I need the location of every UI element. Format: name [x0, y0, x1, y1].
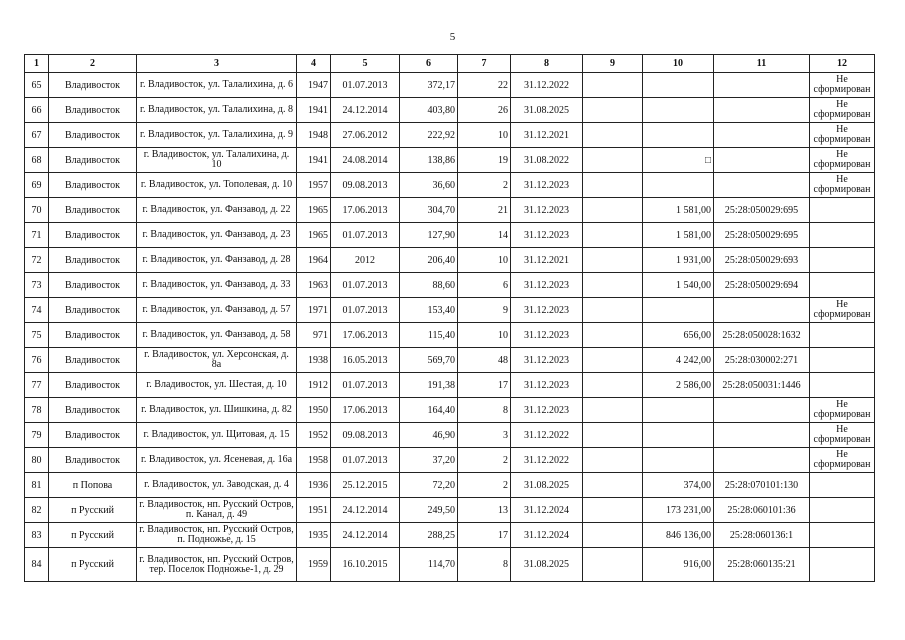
deadline-cell: 31.12.2023: [511, 173, 583, 198]
year-built-cell: 1912: [297, 373, 331, 398]
status-cell: [810, 198, 875, 223]
area-cell: 127,90: [400, 223, 458, 248]
row-number-cell: 83: [25, 523, 49, 548]
column-header: 3: [137, 55, 297, 73]
table-row: [25, 398, 875, 423]
settlement-cell: Владивосток: [49, 323, 137, 348]
table-row: [25, 373, 875, 398]
settlement-cell: Владивосток: [49, 298, 137, 323]
cadastral-number-cell: [714, 98, 810, 123]
address-cell: г. Владивосток, нп. Русский Остров, тер. Поселок Подножье-1, д. 29: [137, 548, 297, 582]
year-built-cell: 1964: [297, 248, 331, 273]
area-cell: 222,92: [400, 123, 458, 148]
year-built-cell: 1957: [297, 173, 331, 198]
row-number-cell: 72: [25, 248, 49, 273]
area-cell: 249,50: [400, 498, 458, 523]
table-row: [25, 148, 875, 173]
status-cell: Не сформирован: [810, 423, 875, 448]
settlement-cell: Владивосток: [49, 98, 137, 123]
settlement-cell: Владивосток: [49, 423, 137, 448]
column-header: 2: [49, 55, 137, 73]
cadastral-value-cell: [643, 123, 714, 148]
header-row: [25, 55, 875, 73]
area-cell: 304,70: [400, 198, 458, 223]
row-number-cell: 67: [25, 123, 49, 148]
column-header: 7: [458, 55, 511, 73]
table-row: [25, 173, 875, 198]
year-built-cell: 1936: [297, 473, 331, 498]
row-number-cell: 68: [25, 148, 49, 173]
address-cell: г. Владивосток, нп. Русский Остров, п. Канал, д. 49: [137, 498, 297, 523]
cadastral-number-cell: [714, 298, 810, 323]
residents-cell: 2: [458, 448, 511, 473]
cadastral-value-cell: [643, 448, 714, 473]
residents-cell: 3: [458, 423, 511, 448]
status-cell: Не сформирован: [810, 123, 875, 148]
address-cell: г. Владивосток, ул. Тополевая, д. 10: [137, 173, 297, 198]
col-9-cell: [583, 323, 643, 348]
table-header: [25, 55, 875, 73]
year-built-cell: 1951: [297, 498, 331, 523]
date-cell: 17.06.2013: [331, 198, 400, 223]
status-cell: [810, 373, 875, 398]
year-built-cell: 1958: [297, 448, 331, 473]
settlement-cell: п Русский: [49, 523, 137, 548]
status-cell: Не сформирован: [810, 298, 875, 323]
year-built-cell: 1948: [297, 123, 331, 148]
cadastral-value-cell: 1 581,00: [643, 198, 714, 223]
cadastral-value-cell: 846 136,00: [643, 523, 714, 548]
cadastral-number-cell: 25:28:050028:1632: [714, 323, 810, 348]
status-cell: Не сформирован: [810, 98, 875, 123]
area-cell: 206,40: [400, 248, 458, 273]
residents-cell: 2: [458, 473, 511, 498]
cadastral-number-cell: 25:28:070101:130: [714, 473, 810, 498]
status-cell: [810, 223, 875, 248]
column-header: 1: [25, 55, 49, 73]
table-row: [25, 523, 875, 548]
deadline-cell: 31.12.2024: [511, 523, 583, 548]
date-cell: 01.07.2013: [331, 73, 400, 98]
year-built-cell: 1965: [297, 198, 331, 223]
year-built-cell: 1965: [297, 223, 331, 248]
status-cell: [810, 523, 875, 548]
table-row: [25, 498, 875, 523]
deadline-cell: 31.12.2023: [511, 373, 583, 398]
address-cell: г. Владивосток, ул. Талалихина, д. 10: [137, 148, 297, 173]
address-cell: г. Владивосток, ул. Шестая, д. 10: [137, 373, 297, 398]
table-row: [25, 273, 875, 298]
col-9-cell: [583, 123, 643, 148]
cadastral-value-cell: 656,00: [643, 323, 714, 348]
status-cell: Не сформирован: [810, 73, 875, 98]
deadline-cell: 31.12.2023: [511, 273, 583, 298]
address-cell: г. Владивосток, ул. Фанзавод, д. 58: [137, 323, 297, 348]
col-9-cell: [583, 248, 643, 273]
address-cell: г. Владивосток, ул. Фанзавод, д. 22: [137, 198, 297, 223]
col-9-cell: [583, 523, 643, 548]
settlement-cell: Владивосток: [49, 248, 137, 273]
deadline-cell: 31.12.2023: [511, 198, 583, 223]
date-cell: 09.08.2013: [331, 423, 400, 448]
settlement-cell: Владивосток: [49, 73, 137, 98]
address-cell: г. Владивосток, ул. Фанзавод, д. 33: [137, 273, 297, 298]
address-cell: г. Владивосток, ул. Щитовая, д. 15: [137, 423, 297, 448]
year-built-cell: 1935: [297, 523, 331, 548]
address-cell: г. Владивосток, ул. Талалихина, д. 8: [137, 98, 297, 123]
status-cell: [810, 498, 875, 523]
address-cell: г. Владивосток, ул. Шишкина, д. 82: [137, 398, 297, 423]
cadastral-number-cell: 25:28:050029:695: [714, 223, 810, 248]
residents-cell: 10: [458, 323, 511, 348]
date-cell: 17.06.2013: [331, 398, 400, 423]
row-number-cell: 71: [25, 223, 49, 248]
cadastral-number-cell: [714, 398, 810, 423]
date-cell: 27.06.2012: [331, 123, 400, 148]
deadline-cell: 31.12.2021: [511, 123, 583, 148]
settlement-cell: п Русский: [49, 498, 137, 523]
column-header: 6: [400, 55, 458, 73]
col-9-cell: [583, 273, 643, 298]
cadastral-value-cell: [643, 398, 714, 423]
cadastral-value-cell: 4 242,00: [643, 348, 714, 373]
deadline-cell: 31.12.2021: [511, 248, 583, 273]
date-cell: 24.12.2014: [331, 523, 400, 548]
table-row: [25, 548, 875, 582]
date-cell: 01.07.2013: [331, 298, 400, 323]
row-number-cell: 66: [25, 98, 49, 123]
settlement-cell: Владивосток: [49, 273, 137, 298]
area-cell: 88,60: [400, 273, 458, 298]
date-cell: 24.08.2014: [331, 148, 400, 173]
year-built-cell: 971: [297, 323, 331, 348]
col-9-cell: [583, 348, 643, 373]
residents-cell: 6: [458, 273, 511, 298]
status-cell: [810, 548, 875, 582]
column-header: 4: [297, 55, 331, 73]
col-9-cell: [583, 298, 643, 323]
area-cell: 46,90: [400, 423, 458, 448]
cadastral-number-cell: 25:28:060135:21: [714, 548, 810, 582]
address-cell: г. Владивосток, ул. Фанзавод, д. 28: [137, 248, 297, 273]
area-cell: 191,38: [400, 373, 458, 398]
column-header: 11: [714, 55, 810, 73]
address-cell: г. Владивосток, ул. Талалихина, д. 9: [137, 123, 297, 148]
housing-registry-table: [24, 54, 875, 582]
col-9-cell: [583, 473, 643, 498]
deadline-cell: 31.12.2023: [511, 348, 583, 373]
column-header: 9: [583, 55, 643, 73]
row-number-cell: 81: [25, 473, 49, 498]
settlement-cell: п Русский: [49, 548, 137, 582]
residents-cell: 13: [458, 498, 511, 523]
deadline-cell: 31.08.2022: [511, 148, 583, 173]
col-9-cell: [583, 498, 643, 523]
settlement-cell: Владивосток: [49, 373, 137, 398]
cadastral-number-cell: [714, 173, 810, 198]
address-cell: г. Владивосток, ул. Талалихина, д. 6: [137, 73, 297, 98]
cadastral-number-cell: 25:28:060136:1: [714, 523, 810, 548]
residents-cell: 8: [458, 548, 511, 582]
col-9-cell: [583, 148, 643, 173]
col-9-cell: [583, 198, 643, 223]
table-row: [25, 123, 875, 148]
table-row: [25, 198, 875, 223]
status-cell: [810, 323, 875, 348]
settlement-cell: Владивосток: [49, 398, 137, 423]
settlement-cell: Владивосток: [49, 198, 137, 223]
cadastral-number-cell: 25:28:030002:271: [714, 348, 810, 373]
residents-cell: 10: [458, 123, 511, 148]
col-9-cell: [583, 98, 643, 123]
status-cell: Не сформирован: [810, 173, 875, 198]
settlement-cell: Владивосток: [49, 173, 137, 198]
col-9-cell: [583, 423, 643, 448]
residents-cell: 22: [458, 73, 511, 98]
column-header: 12: [810, 55, 875, 73]
deadline-cell: 31.12.2023: [511, 398, 583, 423]
address-cell: г. Владивосток, ул. Фанзавод, д. 23: [137, 223, 297, 248]
status-cell: Не сформирован: [810, 148, 875, 173]
cadastral-number-cell: 25:28:050029:695: [714, 198, 810, 223]
residents-cell: 2: [458, 173, 511, 198]
status-cell: [810, 348, 875, 373]
deadline-cell: 31.12.2022: [511, 448, 583, 473]
area-cell: 72,20: [400, 473, 458, 498]
row-number-cell: 74: [25, 298, 49, 323]
year-built-cell: 1971: [297, 298, 331, 323]
date-cell: 09.08.2013: [331, 173, 400, 198]
row-number-cell: 73: [25, 273, 49, 298]
residents-cell: 21: [458, 198, 511, 223]
settlement-cell: п Попова: [49, 473, 137, 498]
residents-cell: 8: [458, 398, 511, 423]
col-9-cell: [583, 223, 643, 248]
deadline-cell: 31.12.2022: [511, 73, 583, 98]
row-number-cell: 75: [25, 323, 49, 348]
residents-cell: 26: [458, 98, 511, 123]
cadastral-number-cell: 25:28:050029:693: [714, 248, 810, 273]
address-cell: г. Владивосток, нп. Русский Остров, п. Подножье, д. 15: [137, 523, 297, 548]
date-cell: 2012: [331, 248, 400, 273]
area-cell: 569,70: [400, 348, 458, 373]
cadastral-number-cell: [714, 123, 810, 148]
table-row: [25, 298, 875, 323]
cadastral-value-cell: 2 586,00: [643, 373, 714, 398]
cadastral-value-cell: 374,00: [643, 473, 714, 498]
date-cell: 01.07.2013: [331, 448, 400, 473]
deadline-cell: 31.08.2025: [511, 98, 583, 123]
status-cell: [810, 273, 875, 298]
address-cell: г. Владивосток, ул. Заводская, д. 4: [137, 473, 297, 498]
table-row: [25, 423, 875, 448]
cadastral-value-cell: [643, 423, 714, 448]
table-row: [25, 323, 875, 348]
year-built-cell: 1959: [297, 548, 331, 582]
area-cell: 138,86: [400, 148, 458, 173]
table-row: [25, 248, 875, 273]
column-header: 5: [331, 55, 400, 73]
status-cell: [810, 248, 875, 273]
cadastral-value-cell: 1 581,00: [643, 223, 714, 248]
address-cell: г. Владивосток, ул. Ясеневая, д. 16а: [137, 448, 297, 473]
status-cell: [810, 473, 875, 498]
date-cell: 01.07.2013: [331, 223, 400, 248]
year-built-cell: 1952: [297, 423, 331, 448]
date-cell: 24.12.2014: [331, 498, 400, 523]
deadline-cell: 31.12.2024: [511, 498, 583, 523]
residents-cell: 17: [458, 373, 511, 398]
row-number-cell: 80: [25, 448, 49, 473]
table-row: [25, 73, 875, 98]
area-cell: 403,80: [400, 98, 458, 123]
cadastral-number-cell: [714, 148, 810, 173]
date-cell: 17.06.2013: [331, 323, 400, 348]
area-cell: 153,40: [400, 298, 458, 323]
date-cell: 01.07.2013: [331, 373, 400, 398]
residents-cell: 9: [458, 298, 511, 323]
row-number-cell: 65: [25, 73, 49, 98]
cadastral-value-cell: □: [643, 148, 714, 173]
area-cell: 164,40: [400, 398, 458, 423]
table-row: [25, 473, 875, 498]
residents-cell: 48: [458, 348, 511, 373]
cadastral-number-cell: [714, 448, 810, 473]
table-row: [25, 448, 875, 473]
cadastral-value-cell: 1 540,00: [643, 273, 714, 298]
address-cell: г. Владивосток, ул. Фанзавод, д. 57: [137, 298, 297, 323]
residents-cell: 19: [458, 148, 511, 173]
table-row: [25, 223, 875, 248]
table-body: [25, 73, 875, 582]
settlement-cell: Владивосток: [49, 448, 137, 473]
area-cell: 114,70: [400, 548, 458, 582]
status-cell: Не сформирован: [810, 448, 875, 473]
date-cell: 01.07.2013: [331, 273, 400, 298]
col-9-cell: [583, 398, 643, 423]
deadline-cell: 31.08.2025: [511, 548, 583, 582]
cadastral-value-cell: [643, 173, 714, 198]
date-cell: 25.12.2015: [331, 473, 400, 498]
col-9-cell: [583, 73, 643, 98]
residents-cell: 17: [458, 523, 511, 548]
settlement-cell: Владивосток: [49, 348, 137, 373]
table-row: [25, 348, 875, 373]
cadastral-value-cell: 173 231,00: [643, 498, 714, 523]
cadastral-number-cell: 25:28:050029:694: [714, 273, 810, 298]
column-header: 8: [511, 55, 583, 73]
cadastral-value-cell: 916,00: [643, 548, 714, 582]
year-built-cell: 1941: [297, 98, 331, 123]
cadastral-value-cell: [643, 73, 714, 98]
area-cell: 37,20: [400, 448, 458, 473]
col-9-cell: [583, 448, 643, 473]
deadline-cell: 31.12.2022: [511, 423, 583, 448]
page-number: 5: [449, 31, 456, 43]
row-number-cell: 69: [25, 173, 49, 198]
cadastral-number-cell: 25:28:050031:1446: [714, 373, 810, 398]
year-built-cell: 1963: [297, 273, 331, 298]
deadline-cell: 31.08.2025: [511, 473, 583, 498]
row-number-cell: 78: [25, 398, 49, 423]
col-9-cell: [583, 173, 643, 198]
row-number-cell: 70: [25, 198, 49, 223]
year-built-cell: 1938: [297, 348, 331, 373]
col-9-cell: [583, 548, 643, 582]
settlement-cell: Владивосток: [49, 148, 137, 173]
cadastral-number-cell: [714, 423, 810, 448]
cadastral-number-cell: 25:28:060101:36: [714, 498, 810, 523]
area-cell: 288,25: [400, 523, 458, 548]
address-cell: г. Владивосток, ул. Херсонская, д. 8а: [137, 348, 297, 373]
row-number-cell: 77: [25, 373, 49, 398]
cadastral-value-cell: [643, 298, 714, 323]
area-cell: 372,17: [400, 73, 458, 98]
cadastral-number-cell: [714, 73, 810, 98]
row-number-cell: 82: [25, 498, 49, 523]
year-built-cell: 1941: [297, 148, 331, 173]
area-cell: 115,40: [400, 323, 458, 348]
date-cell: 16.10.2015: [331, 548, 400, 582]
table-row: [25, 98, 875, 123]
cadastral-value-cell: [643, 98, 714, 123]
col-9-cell: [583, 373, 643, 398]
row-number-cell: 84: [25, 548, 49, 582]
cadastral-value-cell: 1 931,00: [643, 248, 714, 273]
settlement-cell: Владивосток: [49, 223, 137, 248]
residents-cell: 14: [458, 223, 511, 248]
row-number-cell: 79: [25, 423, 49, 448]
year-built-cell: 1947: [297, 73, 331, 98]
deadline-cell: 31.12.2023: [511, 298, 583, 323]
deadline-cell: 31.12.2023: [511, 323, 583, 348]
residents-cell: 10: [458, 248, 511, 273]
date-cell: 24.12.2014: [331, 98, 400, 123]
year-built-cell: 1950: [297, 398, 331, 423]
row-number-cell: 76: [25, 348, 49, 373]
settlement-cell: Владивосток: [49, 123, 137, 148]
area-cell: 36,60: [400, 173, 458, 198]
status-cell: Не сформирован: [810, 398, 875, 423]
deadline-cell: 31.12.2023: [511, 223, 583, 248]
column-header: 10: [643, 55, 714, 73]
date-cell: 16.05.2013: [331, 348, 400, 373]
